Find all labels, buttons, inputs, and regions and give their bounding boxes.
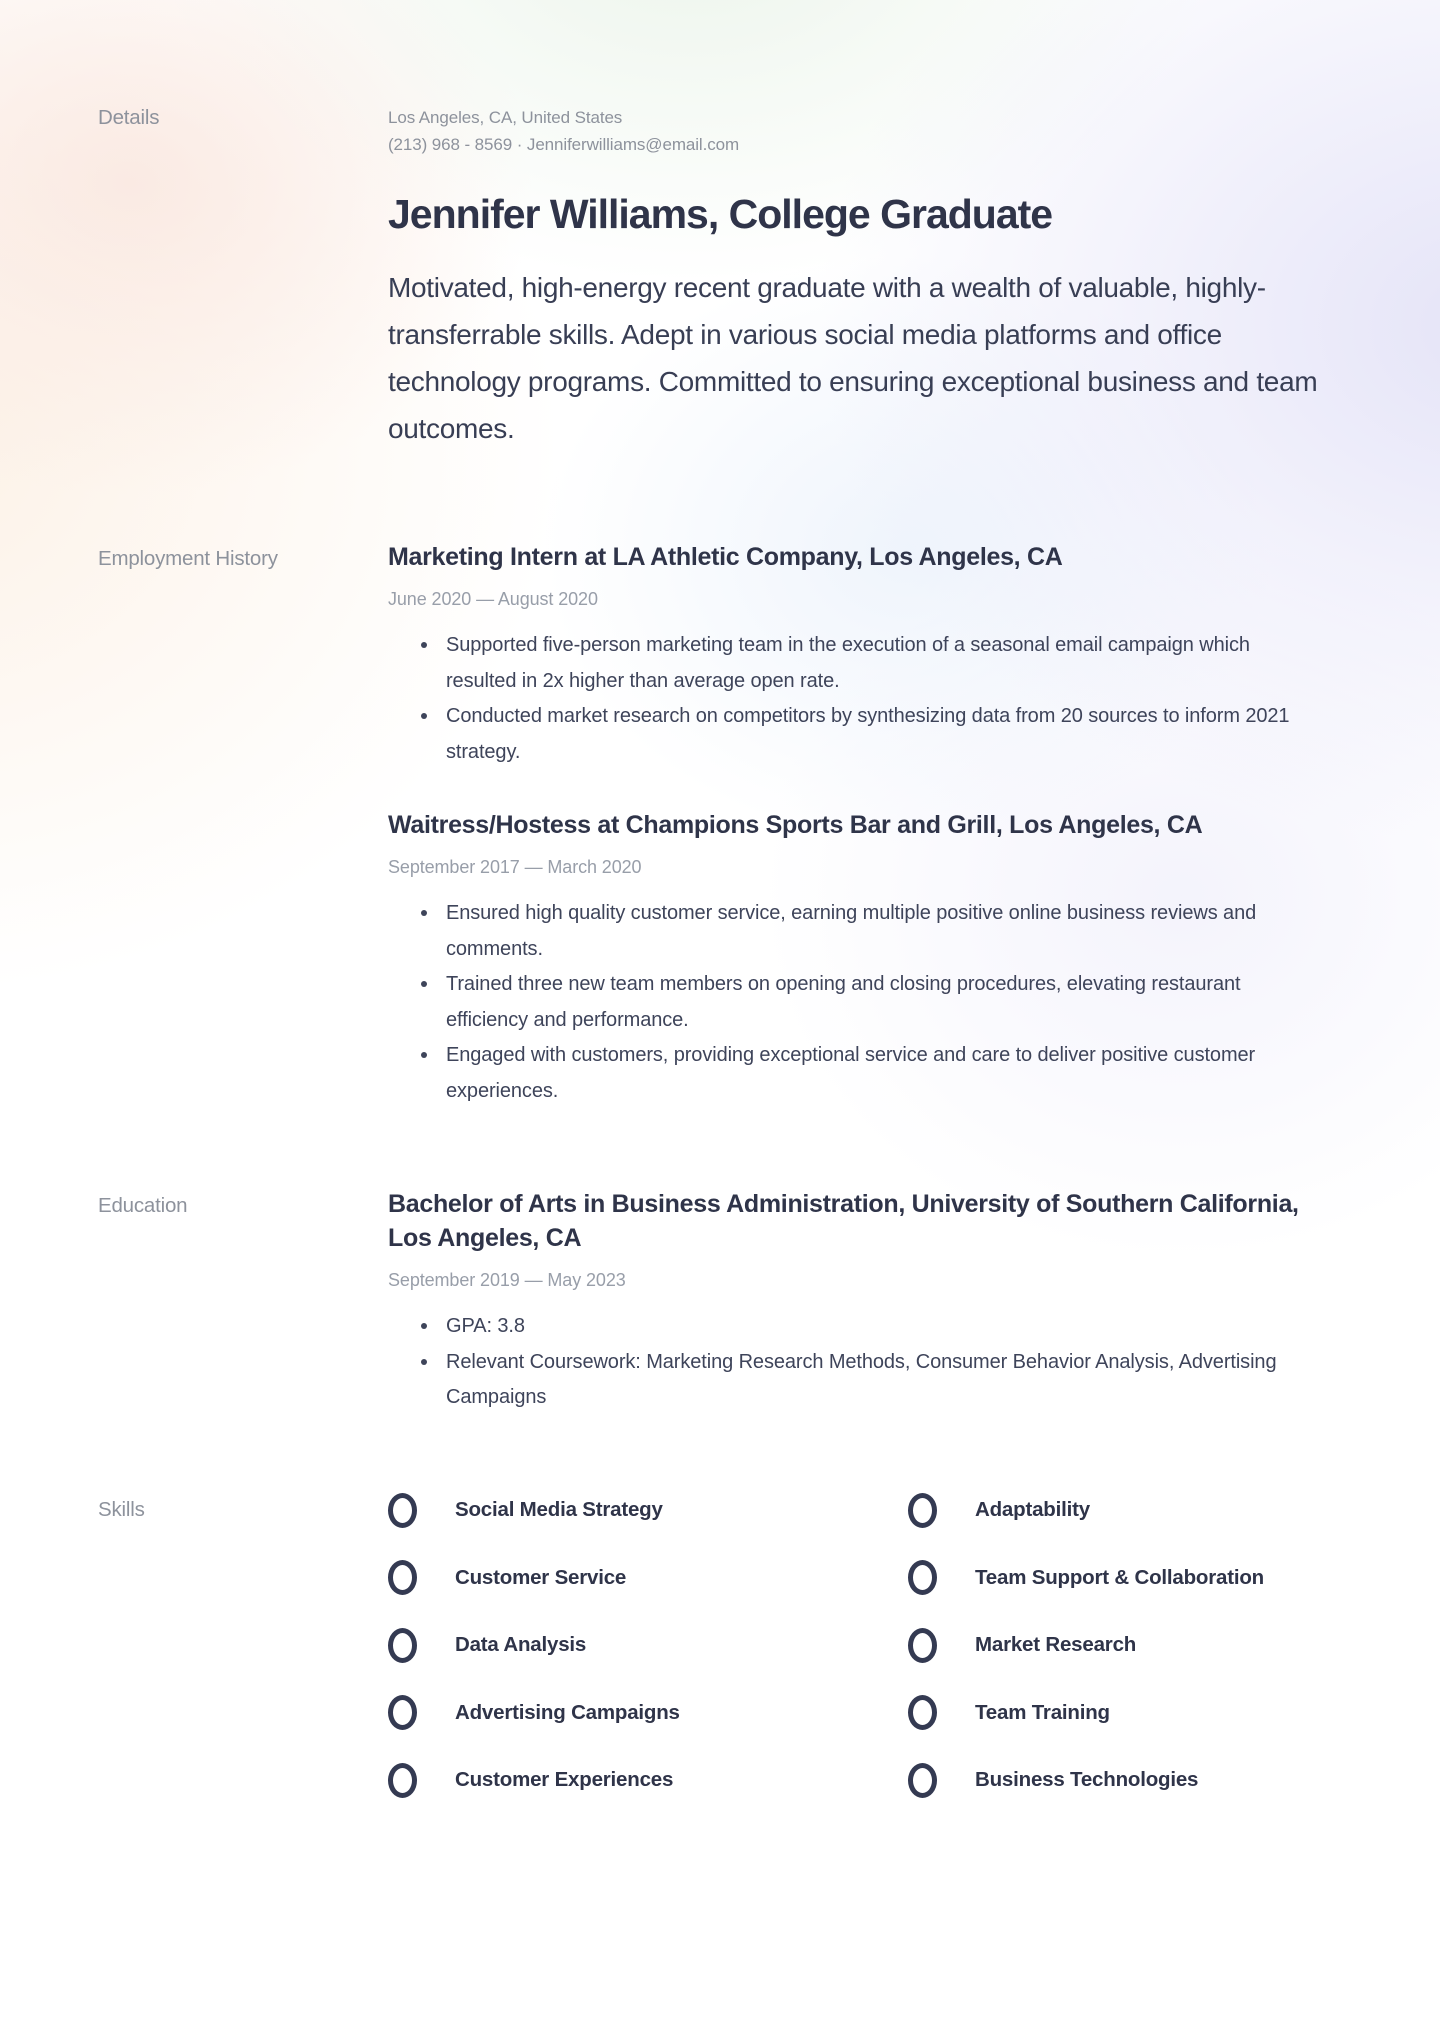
header-side-column xyxy=(98,104,388,132)
contact-info xyxy=(388,104,1357,158)
header-section xyxy=(98,104,1357,452)
skill-ring-icon xyxy=(388,1763,417,1798)
details-label: Details xyxy=(98,106,160,129)
skill-label: Team Support & Collaboration xyxy=(975,1565,1264,1589)
skill-item xyxy=(388,1628,908,1663)
skills-grid xyxy=(388,1493,1357,1798)
job-bullet: Conducted market research on competitors by synthesizing data from 20 sources to inform 2021 strategy. xyxy=(388,699,1318,770)
education-section xyxy=(98,1187,1357,1416)
skills-column-left xyxy=(388,1493,908,1798)
skills-section xyxy=(98,1493,1357,1798)
skill-label: Team Training xyxy=(975,1700,1110,1724)
header-main-column xyxy=(388,104,1357,452)
skill-label: Market Research xyxy=(975,1633,1137,1656)
employment-section xyxy=(98,540,1357,1109)
job-bullet-list xyxy=(388,896,1318,1109)
skill-item xyxy=(388,1493,908,1528)
skill-label: Social Media Strategy xyxy=(455,1498,663,1521)
job-dates: September 2017 — March 2020 xyxy=(388,857,642,877)
employment-history-label: Employment History xyxy=(98,547,278,570)
skills-label: Skills xyxy=(98,1497,145,1521)
skill-item xyxy=(388,1695,908,1730)
skill-item xyxy=(908,1695,1264,1730)
skill-label: Customer Service xyxy=(455,1565,627,1589)
contact-email: Jenniferwilliams@email.com xyxy=(526,135,740,154)
education-bullet: Relevant Coursework: Marketing Research Methods, Consumer Behavior Analysis, Advertising Campaigns xyxy=(388,1345,1318,1416)
skill-item xyxy=(388,1763,908,1798)
skill-item xyxy=(908,1560,1264,1595)
education-label: Education xyxy=(98,1194,188,1217)
skill-ring-icon xyxy=(908,1695,937,1730)
skill-label: Business Technologies xyxy=(975,1768,1199,1791)
job-bullet-list xyxy=(388,628,1318,770)
contact-location: Los Angeles, CA, United States xyxy=(388,108,623,127)
skill-label: Customer Experiences xyxy=(455,1768,674,1791)
skill-ring-icon xyxy=(388,1628,417,1663)
job-bullet: Engaged with customers, providing exceptional service and care to deliver positive customer experiences. xyxy=(388,1038,1318,1109)
employment-main-column xyxy=(388,540,1357,1109)
employment-side-column xyxy=(98,540,388,573)
skill-item xyxy=(388,1560,908,1595)
education-bullet-list xyxy=(388,1309,1318,1416)
job-bullet: Supported five-person marketing team in the execution of a seasonal email campaign which resulted in 2x higher than average open rate. xyxy=(388,628,1318,699)
education-dates: September 2019 — May 2023 xyxy=(388,1270,626,1290)
job-dates: June 2020 — August 2020 xyxy=(388,589,598,609)
education-main-column xyxy=(388,1187,1357,1416)
skills-side-column xyxy=(98,1493,388,1524)
skill-label: Data Analysis xyxy=(455,1633,587,1656)
skill-ring-icon xyxy=(908,1560,937,1595)
skill-item xyxy=(908,1493,1264,1528)
skill-ring-icon xyxy=(908,1628,937,1663)
skill-ring-icon xyxy=(388,1695,417,1730)
profile-summary: Motivated, high-energy recent graduate with a wealth of valuable, highly-transferrable skills. Adept in various social media platforms and office technology programs. Committed to ensuring exceptional business and team outcomes. xyxy=(388,272,1318,444)
skill-ring-icon xyxy=(388,1560,417,1595)
job-bullet: Ensured high quality customer service, earning multiple positive online business reviews and comments. xyxy=(388,896,1318,967)
contact-separator: · xyxy=(516,135,523,154)
job-title: Waitress/Hostess at Champions Sports Bar and Grill, Los Angeles, CA xyxy=(388,811,1203,839)
contact-phone-email xyxy=(388,131,1357,158)
skill-label: Advertising Campaigns xyxy=(455,1700,680,1724)
skill-item xyxy=(908,1628,1264,1663)
page-title: Jennifer Williams, College Graduate xyxy=(388,191,1053,237)
contact-phone: (213) 968 - 8569 xyxy=(388,135,513,154)
degree-title: Bachelor of Arts in Business Administration, University of Southern California, Los Angeles, CA xyxy=(388,1190,1299,1252)
skill-item xyxy=(908,1763,1264,1798)
job-title: Marketing Intern at LA Athletic Company, Los Angeles, CA xyxy=(388,543,1063,571)
education-bullet: GPA: 3.8 xyxy=(388,1309,1318,1345)
skill-ring-icon xyxy=(908,1493,937,1528)
skill-ring-icon xyxy=(388,1493,417,1528)
education-side-column xyxy=(98,1187,388,1220)
skills-column-right xyxy=(908,1493,1264,1798)
skill-ring-icon xyxy=(908,1763,937,1798)
skill-label: Adaptability xyxy=(975,1498,1090,1521)
job-bullet: Trained three new team members on opening and closing procedures, elevating restaurant efficiency and performance. xyxy=(388,967,1318,1038)
